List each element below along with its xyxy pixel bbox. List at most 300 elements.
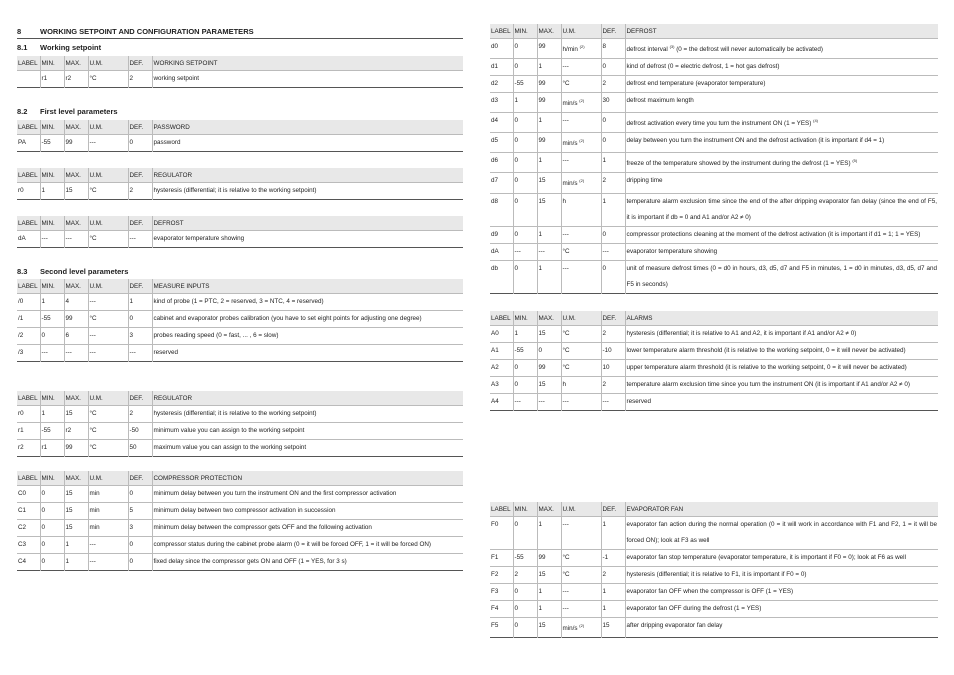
description-text: maximum value you can assign to the working setpoint <box>153 444 307 451</box>
cell-def: 2 <box>128 406 152 423</box>
um-value: --- <box>89 349 96 356</box>
cell-label: d4 <box>491 117 499 125</box>
table-row <box>490 260 938 293</box>
cell-um <box>88 440 128 457</box>
um-value: min/s <box>562 625 578 633</box>
header-def: DEF. <box>128 216 152 231</box>
evaporator-fan-table <box>490 502 938 638</box>
description-text: defrost maximum length <box>626 97 694 105</box>
cell-label: r1 <box>18 427 24 434</box>
cell-label: d7 <box>491 177 499 185</box>
description-text: lower temperature alarm threshold (it is relative to the working setpoint, 0 = it will never be activated) <box>626 347 906 354</box>
cell-max: 1 <box>537 153 561 173</box>
um-value: --- <box>89 298 96 305</box>
table-header-row <box>17 471 463 486</box>
cell-min: 0 <box>513 39 537 59</box>
cell-um <box>561 153 601 173</box>
footnote-ref: (2) <box>579 178 585 184</box>
cell-min: r1 <box>40 440 64 457</box>
cell-max: 99 <box>537 39 561 59</box>
table-header-row <box>17 391 463 406</box>
section-8-1-heading: 8.1 Working setpoint <box>17 43 102 52</box>
cell-um <box>561 601 601 618</box>
cell-label: /3 <box>18 349 24 356</box>
cell-def: 2 <box>601 567 625 584</box>
cell-min: 0 <box>513 133 537 153</box>
cell-um <box>88 231 128 248</box>
cell-label: PA <box>18 139 26 146</box>
um-value: h <box>562 197 567 205</box>
table-header-row <box>17 216 463 231</box>
table-row <box>17 183 463 200</box>
header-max: MAX. <box>64 168 88 183</box>
description-text: hysteresis (differential; it is relative to A1 and A2, it is important if A1 and/or A2 ≠ 0) <box>626 330 857 337</box>
cell-label: F0 <box>491 521 499 528</box>
cell-min: -55 <box>40 135 64 152</box>
table-row <box>490 243 938 260</box>
cell-def: 10 <box>601 360 625 377</box>
cell-description <box>625 39 938 59</box>
cell-max: 1 <box>537 517 561 550</box>
cell-um <box>561 584 601 601</box>
table-header-row <box>17 279 463 294</box>
um-value: °C <box>89 187 97 194</box>
um-value: °C <box>562 247 570 255</box>
cell-description <box>625 59 938 76</box>
cell-description <box>625 326 938 343</box>
cell-um <box>561 567 601 584</box>
cell-label: d1 <box>491 63 499 71</box>
cell-description <box>625 550 938 567</box>
cell-um <box>561 113 601 133</box>
description-text: reserved <box>626 398 651 405</box>
cell-max: 15 <box>64 486 88 503</box>
um-value: --- <box>562 398 569 405</box>
cell-def: -50 <box>128 423 152 440</box>
defrost-level1-table <box>17 216 463 248</box>
um-value: min/s <box>562 180 578 188</box>
um-value: --- <box>89 558 96 565</box>
cell-um <box>88 311 128 328</box>
table-row <box>490 193 938 226</box>
cell-label: db <box>491 264 499 272</box>
header-def: DEF. <box>128 120 152 135</box>
cell-description <box>625 173 938 193</box>
cell-label: A2 <box>491 364 499 371</box>
cell-def: 1 <box>601 193 625 226</box>
table-row <box>490 360 938 377</box>
group-title: REGULATOR <box>152 391 463 406</box>
description-text: temperature alarm exclusion time since you turn the instrument ON (it is important if A1 and/or A2 ≠ 0) <box>626 381 910 388</box>
cell-max: 99 <box>537 133 561 153</box>
um-value: °C <box>89 315 97 322</box>
table-row <box>490 133 938 153</box>
table-header-row <box>490 311 938 326</box>
cell-label: C1 <box>18 507 27 514</box>
description-text: defrost end temperature (evaporator temperature) <box>626 80 766 88</box>
cell-description <box>152 503 463 520</box>
table-header-row <box>490 24 938 39</box>
header-um: U.M. <box>88 216 128 231</box>
table-row <box>17 328 463 345</box>
cell-label <box>17 71 40 88</box>
cell-def: 0 <box>128 537 152 554</box>
cell-def: -10 <box>601 343 625 360</box>
cell-description <box>625 153 938 173</box>
um-value: °C <box>89 75 97 82</box>
cell-def: 0 <box>128 135 152 152</box>
table-row <box>17 231 463 248</box>
cell-label: A1 <box>491 347 499 354</box>
cell-min: 0 <box>40 520 64 537</box>
table-row <box>490 584 938 601</box>
cell-label: d3 <box>491 97 499 105</box>
cell-def: 1 <box>601 584 625 601</box>
description-text: reserved <box>153 349 178 356</box>
um-value: h/min <box>562 46 578 54</box>
um-value: --- <box>89 139 96 146</box>
cell-max: 1 <box>64 537 88 554</box>
table-row <box>490 113 938 133</box>
cell-description <box>625 618 938 638</box>
um-value: --- <box>562 605 569 612</box>
cell-label: F3 <box>491 588 499 595</box>
header-label: LABEL <box>17 391 40 406</box>
cell-description <box>152 345 463 362</box>
cell-um <box>561 260 601 293</box>
header-def: DEF. <box>128 168 152 183</box>
um-value: --- <box>562 157 569 165</box>
group-title: ALARMS <box>625 311 938 326</box>
um-value: --- <box>562 264 569 272</box>
table-row <box>490 567 938 584</box>
cell-label: C4 <box>18 558 27 565</box>
header-um: U.M. <box>561 311 601 326</box>
header-min: MIN. <box>40 120 64 135</box>
header-um: U.M. <box>88 120 128 135</box>
cell-max: 99 <box>537 550 561 567</box>
table-row <box>490 93 938 113</box>
cell-um <box>561 193 601 226</box>
cell-um <box>561 377 601 394</box>
compressor-protection-table <box>17 471 463 571</box>
cell-def: 0 <box>601 260 625 293</box>
cell-label: d6 <box>491 157 499 165</box>
cell-max: 15 <box>537 567 561 584</box>
cell-max: 1 <box>537 584 561 601</box>
cell-max: 99 <box>537 93 561 113</box>
table-row <box>490 173 938 193</box>
header-um: U.M. <box>88 471 128 486</box>
um-value: °C <box>89 235 97 242</box>
cell-label: d0 <box>491 43 499 50</box>
cell-um <box>88 537 128 554</box>
table-row <box>490 326 938 343</box>
table-row <box>490 517 938 550</box>
description-text: hysteresis (differential; it is relative to the working setpoint) <box>153 187 317 194</box>
cell-min: 0 <box>513 260 537 293</box>
um-value: °C <box>562 364 570 371</box>
cell-max: r2 <box>64 423 88 440</box>
cell-min: 0 <box>513 377 537 394</box>
cell-min: 0 <box>513 226 537 243</box>
header-label: LABEL <box>17 168 40 183</box>
cell-um <box>561 39 601 59</box>
cell-description <box>625 584 938 601</box>
cell-label: dA <box>18 235 26 242</box>
cell-max: 15 <box>537 377 561 394</box>
cell-def: 1 <box>601 153 625 173</box>
header-max: MAX. <box>537 24 561 39</box>
header-def: DEF. <box>601 24 625 39</box>
header-max: MAX. <box>64 56 88 71</box>
footnote-ref: (4) <box>813 118 818 124</box>
cell-def: 3 <box>128 520 152 537</box>
cell-def: 0 <box>601 59 625 76</box>
description-text: minimum delay between two compressor activation in succession <box>153 507 336 514</box>
cell-max: 99 <box>537 360 561 377</box>
header-min: MIN. <box>40 391 64 406</box>
cell-um <box>561 93 601 113</box>
cell-max: 4 <box>64 294 88 311</box>
um-value: °C <box>89 427 97 434</box>
description-text: evaporator temperature showing <box>626 247 718 255</box>
cell-min: -55 <box>513 550 537 567</box>
cell-label: F4 <box>491 605 499 612</box>
group-title: DEFROST <box>625 24 938 39</box>
cell-label: r0 <box>18 187 24 194</box>
cell-um <box>88 183 128 200</box>
table-row <box>17 71 463 88</box>
cell-max: 15 <box>537 193 561 226</box>
cell-description <box>152 554 463 571</box>
footnote-ref: (2) <box>579 623 585 628</box>
cell-label: F5 <box>491 622 499 629</box>
cell-max: 15 <box>537 326 561 343</box>
cell-def: --- <box>128 231 152 248</box>
description-text: evaporator fan action during the normal operation (0 = it will work in accordance with F1 and F2, 1 = it will be forced ON); look at F3 as well <box>626 521 937 544</box>
cell-um <box>88 520 128 537</box>
cell-def: 0 <box>601 133 625 153</box>
table-row <box>490 226 938 243</box>
cell-description <box>625 517 938 550</box>
alarms-table <box>490 311 938 411</box>
table-row <box>17 554 463 571</box>
cell-def: --- <box>128 345 152 362</box>
description-text: cabinet and evaporator probes calibration (you have to set eight points for adjusting one degree) <box>153 315 422 322</box>
cell-description <box>625 360 938 377</box>
cell-description <box>625 193 938 226</box>
description-text: fixed delay since the compressor gets ON and OFF (1 = YES, for 3 s) <box>153 558 347 565</box>
header-def: DEF. <box>601 311 625 326</box>
header-max: MAX. <box>537 502 561 517</box>
cell-max: 99 <box>537 76 561 93</box>
section-8-3-heading: 8.3 Second level parameters <box>17 267 129 276</box>
cell-um <box>561 173 601 193</box>
cell-um <box>88 406 128 423</box>
table-row <box>490 394 938 411</box>
cell-def: -1 <box>601 550 625 567</box>
cell-max: 99 <box>64 440 88 457</box>
cell-description <box>152 406 463 423</box>
cell-description <box>625 76 938 93</box>
cell-def: 2 <box>128 183 152 200</box>
cell-min: 0 <box>513 360 537 377</box>
header-um: U.M. <box>561 502 601 517</box>
cell-um <box>88 345 128 362</box>
cell-def: 0 <box>601 226 625 243</box>
cell-def: 1 <box>128 294 152 311</box>
description-text: minimum delay between you turn the instrument ON and the first compressor activation <box>153 490 397 497</box>
um-value: °C <box>562 80 570 88</box>
header-label: LABEL <box>490 311 513 326</box>
cell-label: /1 <box>18 315 24 322</box>
description-text: hysteresis (differential; it is relative to the working setpoint) <box>153 410 317 417</box>
cell-min: -55 <box>40 423 64 440</box>
cell-def: 0 <box>128 311 152 328</box>
cell-um <box>561 360 601 377</box>
um-value: --- <box>562 588 569 595</box>
um-value: --- <box>89 332 96 339</box>
cell-min: 0 <box>513 153 537 173</box>
cell-min: --- <box>40 345 64 362</box>
cell-def: 15 <box>601 618 625 638</box>
cell-min: 1 <box>40 294 64 311</box>
cell-min: 0 <box>513 59 537 76</box>
table-row <box>17 520 463 537</box>
footnote-ref: (5) <box>852 158 858 164</box>
cell-um <box>88 486 128 503</box>
cell-description <box>625 226 938 243</box>
cell-description <box>152 231 463 248</box>
cell-min: 0 <box>513 601 537 618</box>
description-text: evaporator fan stop temperature (evaporator temperature, it is important if F0 = 0); look at F6 as well <box>626 554 906 561</box>
header-max: MAX. <box>537 311 561 326</box>
header-max: MAX. <box>64 216 88 231</box>
table-row <box>490 550 938 567</box>
um-value: min/s <box>562 100 578 108</box>
cell-um <box>561 394 601 411</box>
um-value: °C <box>89 410 97 417</box>
cell-label: r2 <box>18 444 24 451</box>
cell-description <box>152 311 463 328</box>
cell-label: A4 <box>491 398 499 405</box>
table-header-row <box>17 168 463 183</box>
um-value: min <box>89 524 100 531</box>
cell-label: F1 <box>491 554 499 561</box>
cell-def: 1 <box>601 601 625 618</box>
cell-description <box>625 260 938 293</box>
cell-label: d2 <box>491 80 499 88</box>
cell-um <box>88 328 128 345</box>
section-8-heading: 8 WORKING SETPOINT AND CONFIGURATION PARAMETERS <box>17 27 254 36</box>
cell-max: 6 <box>64 328 88 345</box>
um-value: --- <box>89 541 96 548</box>
cell-max: 1 <box>64 554 88 571</box>
regulator-level1-table <box>17 168 463 200</box>
cell-label: d9 <box>491 230 499 238</box>
cell-um <box>88 294 128 311</box>
cell-label: F2 <box>491 571 499 578</box>
cell-min: 0 <box>513 113 537 133</box>
header-def: DEF. <box>128 56 152 71</box>
footnote-ref: (2) <box>579 98 585 104</box>
cell-def: 30 <box>601 93 625 113</box>
table-row <box>490 76 938 93</box>
description-text: compressor status during the cabinet probe alarm (0 = it will be forced OFF, 1 = it will be forced ON) <box>153 541 432 548</box>
cell-def: 2 <box>601 173 625 193</box>
cell-max: 1 <box>537 260 561 293</box>
cell-min: -55 <box>513 343 537 360</box>
header-min: MIN. <box>40 168 64 183</box>
group-title: EVAPORATOR FAN <box>625 502 938 517</box>
header-max: MAX. <box>64 471 88 486</box>
cell-label: r0 <box>18 410 24 417</box>
defrost-level2-table <box>490 24 938 294</box>
cell-max: --- <box>537 243 561 260</box>
um-value: °C <box>562 330 570 337</box>
cell-max: 15 <box>64 503 88 520</box>
um-value: --- <box>562 117 569 125</box>
description-text: evaporator fan OFF during the defrost (1 = YES) <box>626 605 762 612</box>
cell-min: 0 <box>40 503 64 520</box>
cell-max: 99 <box>64 135 88 152</box>
table-row <box>17 537 463 554</box>
regulator-level2-table <box>17 391 463 457</box>
group-title: COMPRESSOR PROTECTION <box>152 471 463 486</box>
cell-max: 1 <box>537 226 561 243</box>
group-title: MEASURE INPUTS <box>152 279 463 294</box>
um-value: min <box>89 507 100 514</box>
cell-description <box>625 601 938 618</box>
header-um: U.M. <box>561 24 601 39</box>
cell-description <box>625 243 938 260</box>
cell-min: 0 <box>40 554 64 571</box>
cell-min: 1 <box>40 406 64 423</box>
header-min: MIN. <box>513 502 537 517</box>
footnote-ref: (2) <box>579 138 585 144</box>
description-text: freeze of the temperature showed by the instrument during the defrost (1 = YES) <box>626 160 851 168</box>
cell-label: dA <box>491 247 499 255</box>
cell-min: -55 <box>40 311 64 328</box>
group-title: PASSWORD <box>152 120 463 135</box>
cell-def: 50 <box>128 440 152 457</box>
header-label: LABEL <box>17 120 40 135</box>
cell-min: 1 <box>40 183 64 200</box>
header-um: U.M. <box>88 391 128 406</box>
um-value: min <box>89 490 100 497</box>
section-8-2-heading: 8.2 First level parameters <box>17 107 118 116</box>
description-text: defrost activation every time you turn the instrument ON (1 = YES) <box>626 120 812 128</box>
cell-max: 15 <box>64 520 88 537</box>
table-row <box>490 59 938 76</box>
cell-min: 0 <box>513 193 537 226</box>
um-value: --- <box>562 521 569 528</box>
description-text: kind of probe (1 = PTC, 2 = reserved, 3 = NTC, 4 = reserved) <box>153 298 324 305</box>
description-text: evaporator fan OFF when the compressor is OFF (1 = YES) <box>626 588 794 595</box>
header-label: LABEL <box>17 216 40 231</box>
cell-um <box>88 503 128 520</box>
table-header-row <box>17 120 463 135</box>
description-text: probes reading speed (0 = fast, ... , 6 = slow) <box>153 332 279 339</box>
cell-max: 0 <box>537 343 561 360</box>
cell-description <box>625 93 938 113</box>
cell-description <box>152 294 463 311</box>
cell-min: --- <box>513 243 537 260</box>
cell-um <box>561 517 601 550</box>
cell-min: 2 <box>513 567 537 584</box>
description-text: after dripping evaporator fan delay <box>626 622 723 629</box>
